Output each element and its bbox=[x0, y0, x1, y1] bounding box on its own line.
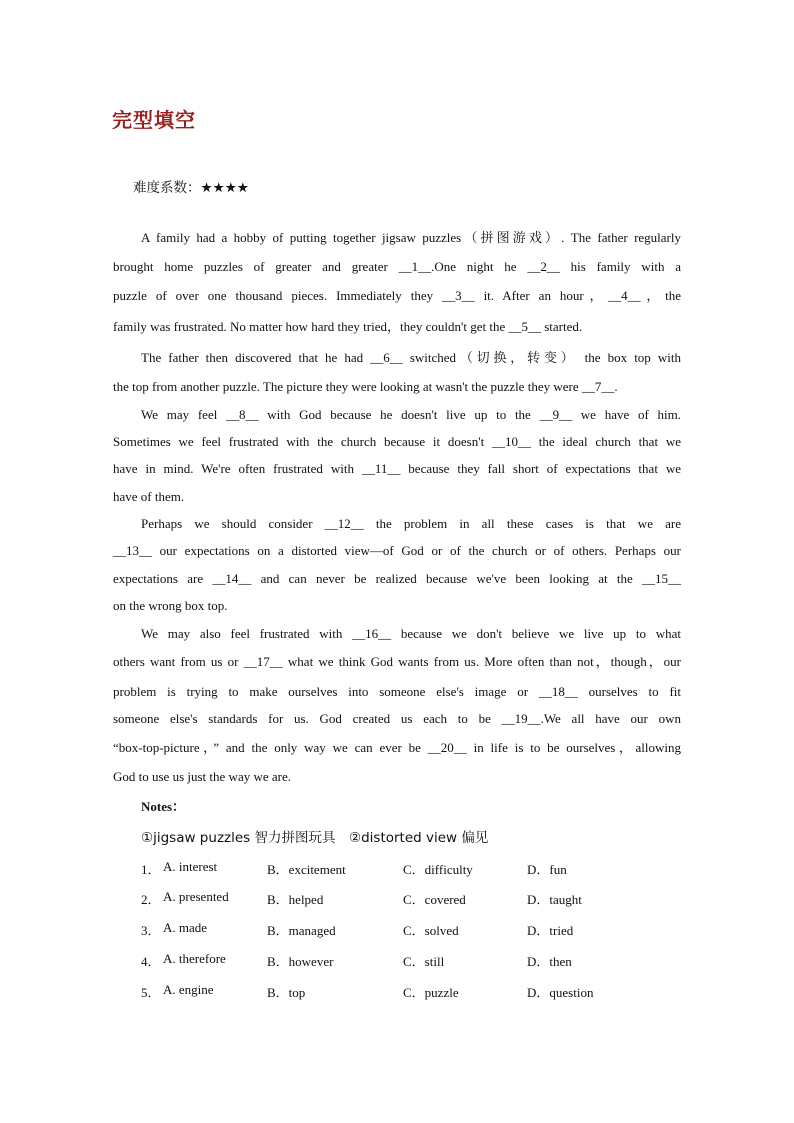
passage-line: have in mind. We're often frustrated with __11__ because they fall short of expectations that we bbox=[113, 461, 681, 476]
option-a: A. therefore bbox=[163, 951, 226, 966]
option-row bbox=[141, 920, 661, 938]
passage-line: others want from us or __17__ what we think God wants from us. More often than not，though，our bbox=[113, 654, 681, 669]
passage-line: A family had a hobby of putting together jigsaw puzzles（拼图游戏）. The father regularly bbox=[141, 230, 681, 245]
passage-line: on the wrong box top. bbox=[113, 598, 228, 613]
passage-line: have of them. bbox=[113, 489, 185, 504]
option-c: C．difficulty bbox=[403, 862, 473, 877]
passage-line: the top from another puzzle. The picture they were looking at wasn't the puzzle they were __7__. bbox=[113, 379, 618, 394]
passage-line: problem is trying to make ourselves into someone else's image or __18__ ourselves to fit bbox=[113, 684, 681, 699]
passage-line: puzzle of over one thousand pieces. Immediately they __3__ it. After an hour，__4__，the bbox=[113, 288, 681, 303]
option-d: D．taught bbox=[527, 892, 582, 907]
passage-line: expectations are __14__ and can never be realized because we've been looking at the __15__ bbox=[113, 571, 681, 586]
option-a: A. made bbox=[163, 920, 208, 935]
option-row bbox=[141, 859, 661, 877]
option-b: B．however bbox=[267, 954, 334, 969]
option-row bbox=[141, 951, 661, 969]
passage-line: The father then discovered that he had __6__ switched（切换，转变） the box top with bbox=[141, 350, 681, 365]
difficulty-rating: 难度系数：★★★★ bbox=[133, 180, 249, 196]
passage-line: We may feel __8__ with God because he doesn't live up to the __9__ we have of him. bbox=[141, 407, 681, 422]
passage-line: family was frustrated. No matter how hard they tried，they couldn't get the __5__ started. bbox=[113, 319, 583, 334]
option-b: B．excitement bbox=[267, 862, 346, 877]
question-number: 5． bbox=[141, 985, 161, 1000]
option-a: A. interest bbox=[163, 859, 218, 874]
question-number: 3． bbox=[141, 923, 161, 938]
option-row bbox=[141, 982, 661, 1000]
page-title: 完型填空 bbox=[112, 108, 196, 132]
option-c: C．puzzle bbox=[403, 985, 459, 1000]
question-number: 2． bbox=[141, 892, 161, 907]
question-number: 1． bbox=[141, 862, 161, 877]
passage-line: Perhaps we should consider __12__ the problem in all these cases is that we are bbox=[141, 516, 681, 531]
passage-line: __13__ our expectations on a distorted view—of God or of the church or of others. Perhaps our bbox=[113, 543, 681, 558]
option-a: A. presented bbox=[163, 889, 229, 904]
option-d: D．tried bbox=[527, 923, 574, 938]
option-b: B．top bbox=[267, 985, 306, 1000]
notes-text: ①jigsaw puzzles 智力拼图玩具 ②distorted view 偏见 bbox=[141, 830, 489, 846]
option-c: C．covered bbox=[403, 892, 466, 907]
option-d: D．then bbox=[527, 954, 572, 969]
option-row bbox=[141, 889, 661, 907]
option-b: B．helped bbox=[267, 892, 324, 907]
option-a: A. engine bbox=[163, 982, 214, 997]
option-c: C．still bbox=[403, 954, 445, 969]
passage-line: God to use us just the way we are. bbox=[113, 769, 291, 784]
passage-line: Sometimes we feel frustrated with the church because it doesn't __10__ the ideal church that we bbox=[113, 434, 681, 449]
passage-line: brought home puzzles of greater and greater __1__.One night he __2__ his family with a bbox=[113, 259, 681, 274]
notes-label: Notes： bbox=[141, 799, 186, 814]
option-c: C．solved bbox=[403, 923, 459, 938]
option-d: D．question bbox=[527, 985, 594, 1000]
passage-line: We may also feel frustrated with __16__ because we don't believe we live up to what bbox=[141, 626, 681, 641]
option-b: B．managed bbox=[267, 923, 336, 938]
option-d: D．fun bbox=[527, 862, 567, 877]
passage-line: someone else's standards for us. God created us each to be __19__.We all have our own bbox=[113, 711, 681, 726]
passage-line: “box-top-picture，” and the only way we can ever be __20__ in life is to be ourselves，allowing bbox=[113, 740, 681, 755]
question-number: 4． bbox=[141, 954, 161, 969]
